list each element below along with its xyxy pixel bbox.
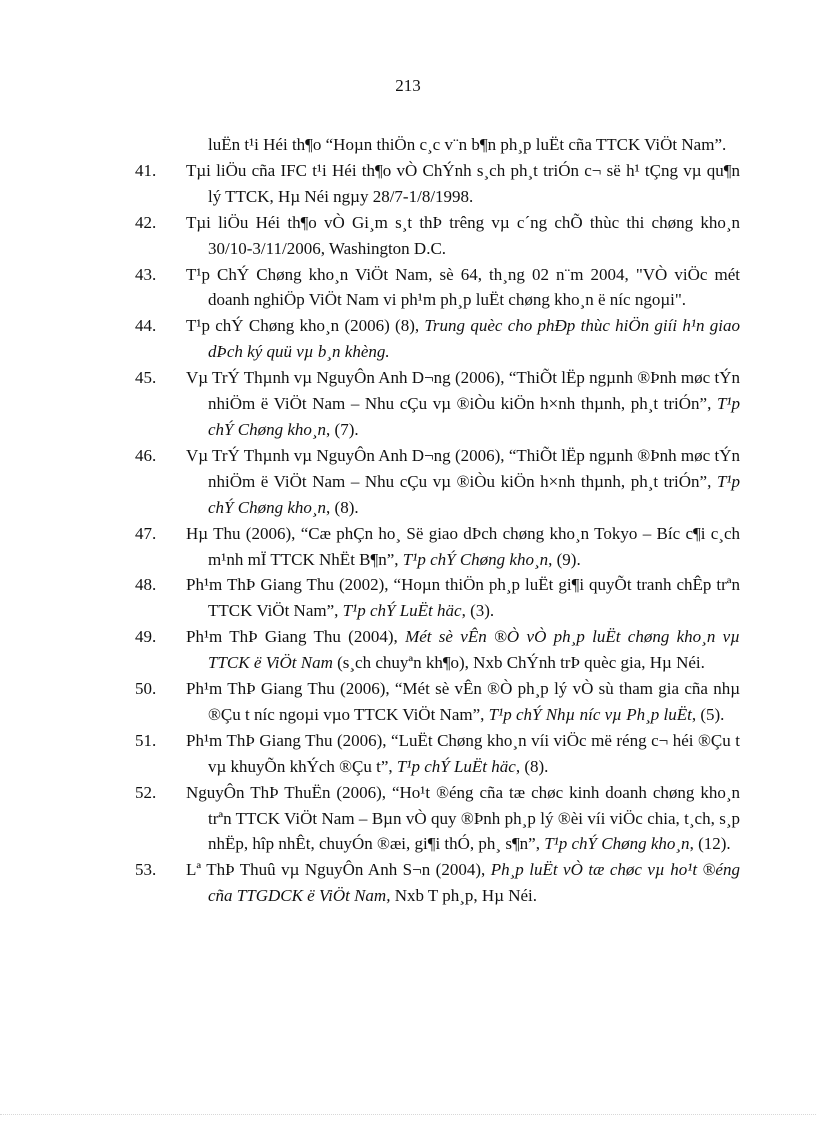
reference-entry bbox=[0, 210, 740, 262]
reference-number: 52. bbox=[135, 782, 157, 802]
reference-text-segment: , (5). bbox=[691, 704, 725, 724]
reference-number: 42. bbox=[135, 212, 157, 232]
reference-title-italic: T¹p chÝ Chøng kho¸n bbox=[544, 834, 690, 854]
reference-text-segment: Lª ThÞ Thuû vµ NguyÔn Anh S¬n (2004), bbox=[186, 860, 491, 880]
reference-text-segment: T¹p ChÝ Chøng kho¸n ViÖt Nam, sè 64, th¸ng 02 n¨m 2004, "VÒ viÖc mét doanh nghiÖp ViÖt Nam vi ph¹m ph¸p luËt chøng kho¸n ë níc ngoµi". bbox=[186, 264, 740, 310]
reference-number: 50. bbox=[135, 679, 157, 699]
reference-text bbox=[186, 446, 740, 517]
reference-entry bbox=[0, 728, 740, 780]
reference-list bbox=[0, 132, 816, 909]
page-number: 213 bbox=[395, 76, 421, 95]
reference-text-segment: Tµi liÖu cña IFC t¹i Héi th¶o vÒ ChÝnh s¸ch ph¸t triÓn c¬ së h¹ tÇng vµ qu¶n lý TTCK, Hµ Néi ngµy 28/7-1/8/1998. bbox=[186, 160, 740, 206]
reference-entry bbox=[0, 158, 740, 210]
reference-title-italic: T¹p chÝ Chøng kho¸n bbox=[402, 549, 549, 569]
reference-text-segment: (s¸ch chuyªn kh¶o), Nxb ChÝnh trÞ quèc gia, Hµ Néi. bbox=[332, 653, 705, 673]
reference-number: 51. bbox=[135, 730, 157, 750]
reference-text-segment: Tµi liÖu Héi th¶o vÒ Gi¸m s¸t thÞ trêng vµ c´ng chÕ thùc thi chøng kho¸n 30/10-3/11/2006, Washington D.C. bbox=[186, 212, 740, 258]
reference-text-segment: Vµ TrÝ Thµnh vµ NguyÔn Anh D¬ng (2006), “ThiÕt lËp ngµnh ®Þnh møc tÝn nhiÖm ë ViÖt Nam – Nhu cÇu vµ ®iÒu kiÖn h×nh thµnh, ph¸t triÓn”, bbox=[186, 368, 740, 414]
reference-entry bbox=[0, 572, 740, 624]
reference-entry bbox=[0, 443, 740, 521]
reference-text-segment: Hµ Thu (2006), “Cæ phÇn ho¸ Së giao dÞch chøng kho¸n Tokyo – Bíc c¶i c¸ch m¹nh mÏ TTCK NhËt B¶n”, bbox=[186, 523, 740, 569]
reference-text bbox=[186, 783, 740, 854]
reference-title-italic: Trung quèc cho phÐp thùc hiÖn giíi h¹n giao dÞch ký quü vµ b¸n khèng. bbox=[208, 316, 740, 362]
reference-title-italic: Ph¸p luËt vÒ tæ chøc vµ ho¹t ®éng cña TTGDCK ë ViÖt Nam, bbox=[208, 860, 740, 906]
reference-title-italic: T¹p chÝ Chøng kho¸n bbox=[208, 394, 740, 439]
reference-number: 41. bbox=[135, 160, 157, 180]
reference-text bbox=[186, 860, 740, 905]
reference-text bbox=[186, 731, 740, 776]
reference-text-segment: Nxb T ph¸p, Hµ Néi. bbox=[390, 886, 538, 906]
reference-number: 44. bbox=[135, 316, 157, 336]
reference-text-segment: Ph¹m ThÞ Giang Thu (2004), bbox=[186, 627, 406, 647]
reference-number: 49. bbox=[135, 627, 157, 647]
reference-number: 43. bbox=[135, 264, 157, 284]
reference-entry bbox=[0, 780, 740, 858]
reference-text-segment: T¹p chÝ Chøng kho¸n (2006) (8), bbox=[186, 316, 425, 336]
reference-text bbox=[186, 627, 740, 672]
reference-text-segment: , (12). bbox=[689, 834, 731, 854]
reference-text bbox=[186, 524, 740, 569]
reference-title-italic: T¹p chÝ Nhµ níc vµ Ph¸p luËt bbox=[488, 704, 692, 724]
reference-text bbox=[186, 213, 740, 258]
reference-text-segment: , (8). bbox=[326, 497, 359, 517]
reference-title-italic: Mét sè vÊn ®Ò vÒ ph¸p luËt chøng kho¸n vµ TTCK ë ViÖt Nam bbox=[208, 627, 740, 673]
reference-text-segment: , (7). bbox=[326, 419, 359, 439]
reference-text-segment: Vµ TrÝ Thµnh vµ NguyÔn Anh D¬ng (2006), “ThiÕt lËp ngµnh ®Þnh møc tÝn nhiÖm ë ViÖt Nam – Nhu cÇu vµ ®iÒu kiÖn h×nh thµnh, ph¸t triÓn”, bbox=[186, 445, 740, 491]
reference-text-segment: , (8). bbox=[515, 756, 549, 776]
reference-text bbox=[186, 265, 740, 310]
reference-number: 46. bbox=[135, 445, 157, 465]
reference-entry bbox=[0, 521, 740, 573]
reference-text-segment: luËn t¹i Héi th¶o “Hoµn thiÖn c¸c v¨n b¶n ph¸p luËt cña TTCK ViÖt Nam”. bbox=[208, 135, 727, 154]
reference-text bbox=[186, 575, 740, 620]
reference-text-segment: Ph¹m ThÞ Giang Thu (2002), “Hoµn thiÖn ph¸p luËt gi¶i quyÕt tranh chÊp trªn TTCK ViÖt Nam”, bbox=[186, 575, 740, 621]
reference-entry bbox=[0, 262, 740, 314]
reference-entry bbox=[0, 624, 740, 676]
reference-title-italic: T¹p chÝ LuËt häc bbox=[396, 756, 516, 776]
reference-number: 48. bbox=[135, 575, 157, 595]
reference-entry bbox=[0, 676, 740, 728]
reference-text-segment: NguyÔn ThÞ ThuËn (2006), “Ho¹t ®éng cña tæ chøc kinh doanh chøng kho¸n trªn TTCK ViÖt Nam – Bµn vÒ quy ®Þnh ph¸p lý ®èi víi viÖc chia, t¸ch, s¸p nhËp, hîp nhÊt, chuyÓn ®æi, gi¶i thÓ, ph¸ s¶n”, bbox=[186, 782, 740, 854]
reference-title-italic: T¹p chÝ LuËt häc bbox=[342, 601, 462, 621]
reference-entry bbox=[0, 857, 740, 909]
reference-number: 45. bbox=[135, 368, 157, 388]
reference-entry bbox=[0, 365, 740, 443]
reference-text bbox=[208, 135, 726, 154]
reference-text bbox=[186, 368, 740, 439]
reference-text-segment: Ph¹m ThÞ Giang Thu (2006), “LuËt Chøng kho¸n víi viÖc më réng c¬ héi ®Çu t vµ khuyÕn khÝch ®Çu t”, bbox=[186, 730, 740, 776]
reference-text-segment: , (3). bbox=[461, 601, 495, 621]
reference-text bbox=[186, 679, 740, 724]
page-bottom-divider bbox=[0, 1114, 816, 1115]
reference-title-italic: T¹p chÝ Chøng kho¸n bbox=[208, 471, 740, 517]
reference-entry bbox=[0, 132, 740, 158]
reference-text-segment: , (9). bbox=[548, 549, 581, 569]
reference-text bbox=[186, 316, 740, 361]
reference-text bbox=[186, 161, 740, 206]
reference-number: 47. bbox=[135, 523, 157, 543]
reference-number: 53. bbox=[135, 860, 157, 880]
reference-text-segment: Ph¹m ThÞ Giang Thu (2006), “Mét sè vÊn ®Ò ph¸p lý vÒ sù tham gia cña nhµ ®Çu t níc ngoµi vµo TTCK ViÖt Nam”, bbox=[186, 679, 740, 724]
reference-entry bbox=[0, 313, 740, 365]
